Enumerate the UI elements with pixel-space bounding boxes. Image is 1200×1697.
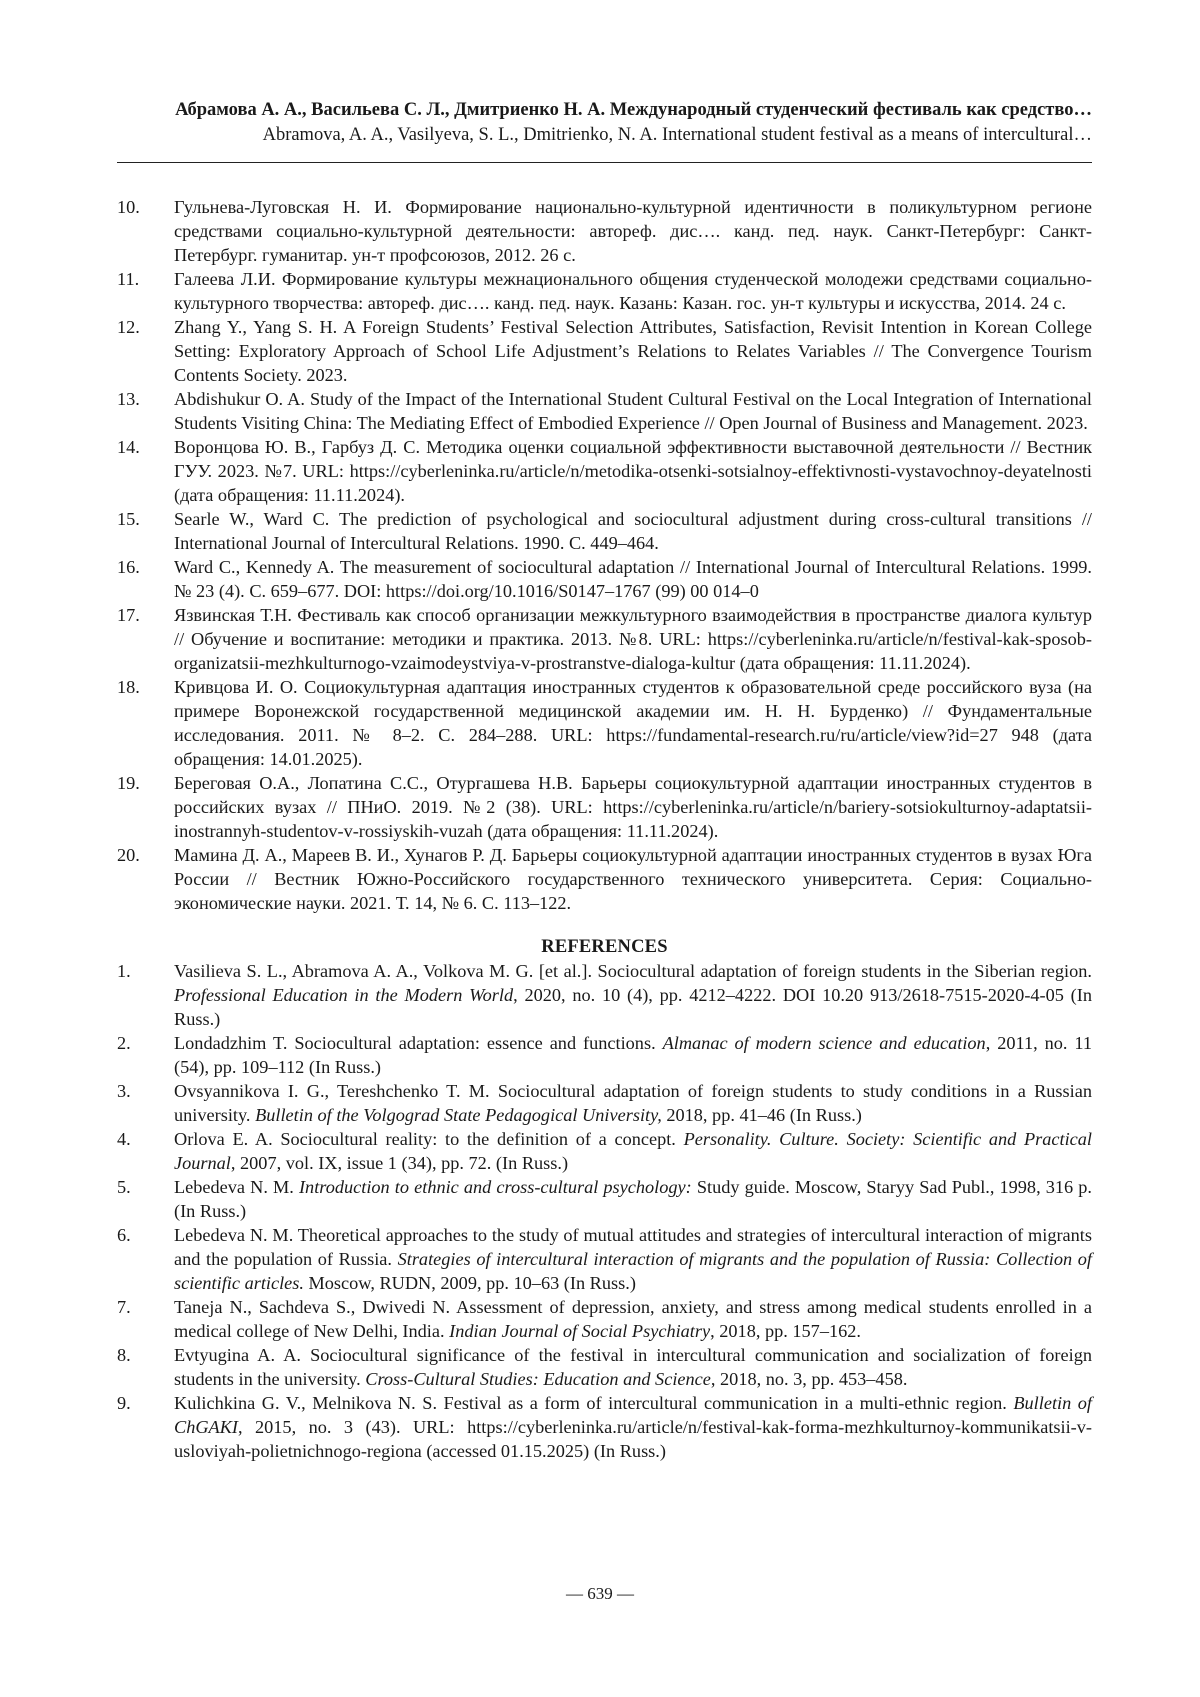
reference-item [117, 1391, 1092, 1463]
reference-item [117, 387, 1092, 435]
reference-details: 2018, pp. 41–46 (In Russ.) [661, 1105, 862, 1125]
reference-number: 2. [117, 1033, 131, 1053]
reference-details: , 2020, no. 10 (4), pp. 4212–4222. DOI 10.20 913/2618-7515-2020-4-05 (In Russ.) [174, 985, 1092, 1029]
reference-details: , 2018, no. 3, pp. 453–458. [710, 1369, 908, 1389]
reference-text [174, 1175, 1092, 1223]
reference-text: Кривцова И. О. Социокультурная адаптация иностранных студентов к образовательной среде российского вуза (на примере Воронежской государственной медицинской академии им. Н. Н. Бурденко) // Фундаментальные исследования. 2011. № 8–2. С. 284–288. URL: https://fundamental-research.ru/ru/article/view?id=27 948 (дата обращения: 14.01.2025). [174, 677, 1092, 769]
reference-item [117, 315, 1092, 387]
reference-source-title: Bulletin of the Volgograd State Pedagogical University, [255, 1105, 662, 1125]
reference-authors-title: Vasilieva S. L., Abramova A. A., Volkova M. G. [et al.]. Sociocultural adaptation of foreign students in the Siberian region. [174, 961, 1092, 981]
reference-item [117, 1343, 1092, 1391]
reference-item [117, 675, 1092, 771]
reference-text [174, 1079, 1092, 1127]
reference-item [117, 1175, 1092, 1223]
reference-source-title: Personality. Culture. Society: Scientific and Practical Journal [174, 1129, 1092, 1173]
reference-item [117, 555, 1092, 603]
reference-number: 7. [117, 1297, 131, 1317]
reference-number: 18. [117, 677, 140, 697]
header-divider [117, 162, 1092, 163]
reference-source-title: Professional Education in the Modern World [174, 985, 514, 1005]
reference-number: 8. [117, 1345, 131, 1365]
reference-item [117, 771, 1092, 843]
page-content [117, 98, 1092, 1463]
reference-number: 20. [117, 845, 140, 865]
reference-item [117, 1079, 1092, 1127]
reference-number: 13. [117, 389, 140, 409]
reference-item [117, 435, 1092, 507]
references-english-list [117, 959, 1092, 1463]
reference-item [117, 267, 1092, 315]
reference-number: 11. [117, 269, 140, 289]
reference-text [174, 959, 1092, 1031]
reference-text [174, 1127, 1092, 1175]
references-russian-list [117, 195, 1092, 915]
reference-number: 3. [117, 1081, 131, 1101]
reference-number: 12. [117, 317, 140, 337]
reference-authors-title: Taneja N., Sachdeva S., Dwivedi N. Assessment of depression, anxiety, and stress among medical students enrolled in a medical college of New Delhi, India. [174, 1297, 1092, 1341]
reference-authors-title: Lebedeva N. M. [174, 1177, 299, 1197]
reference-details: Study guide. Moscow, Staryy Sad Publ., 1998, 316 p. (In Russ.) [174, 1177, 1092, 1221]
reference-source-title: Bulletin of ChGAKI [174, 1393, 1092, 1437]
reference-item [117, 603, 1092, 675]
reference-text [174, 1391, 1092, 1463]
reference-text: Береговая О.А., Лопатина С.С., Отургашева Н.В. Барьеры социокультурной адаптации иностранных студентов в российских вузах // ПНиО. 2019. №2 (38). URL: https://cyberleninka.ru/article/n/bariery-sotsiokulturnoy-adaptatsii-inostrannyh-studentov-v-rossiyskih-vuzah (дата обращения: 11.11.2024). [174, 773, 1092, 841]
reference-text [174, 1031, 1092, 1079]
reference-text: Язвинская Т.Н. Фестиваль как способ организации межкультурного взаимодействия в пространстве диалога культур // Обучение и воспитание: методики и практика. 2013. №8. URL: https://cyberleninka.ru/article/n/festival-kak-sposob-organizatsii-mezhkulturnogo-vzaimodeystviya-v-prostranstve-dialoga-kultur (дата обращения: 11.11.2024). [174, 605, 1092, 673]
reference-number: 10. [117, 197, 140, 217]
reference-number: 17. [117, 605, 140, 625]
reference-text: Галеева Л.И. Формирование культуры межнационального общения студенческой молодежи средствами социально-культурного творчества: автореф. дис…. канд. пед. наук. Казань: Казан. гос. ун-т культуры и искусства, 2014. 24 с. [174, 269, 1092, 313]
reference-number: 4. [117, 1129, 131, 1149]
reference-text: Гульнева-Луговская Н. И. Формирование национально-культурной идентичности в поликультурном регионе средствами социально-культурной деятельности: автореф. дис…. канд. пед. наук. Санкт-Петербург: Санкт-Петербург. гуманитар. ун-т профсоюзов, 2012. 26 с. [174, 197, 1092, 265]
reference-details: , 2015, no. 3 (43). URL: https://cyberleninka.ru/article/n/festival-kak-forma-mezhkulturnoy-kommunikatsii-v-usloviyah-polietnichnogo-regiona (accessed 01.15.2025) (In Russ.) [174, 1417, 1092, 1461]
reference-authors-title: Londadzhim T. Sociocultural adaptation: essence and functions. [174, 1033, 663, 1053]
reference-item [117, 843, 1092, 915]
reference-number: 9. [117, 1393, 131, 1413]
references-section-title: REFERENCES [541, 937, 668, 957]
reference-source-title: Almanac of modern science and education [662, 1033, 986, 1053]
reference-number: 15. [117, 509, 140, 529]
reference-authors-title: Ovsyannikova I. G., Tereshchenko T. M. Sociocultural adaptation of foreign students to study conditions in a Russian university. [174, 1081, 1092, 1125]
reference-text: Abdishukur O. A. Study of the Impact of the International Student Cultural Festival on the Local Integration of International Students Visiting China: The Mediating Effect of Embodied Experience // Open Journal of Business and Management. 2023. [174, 389, 1092, 433]
reference-item [117, 195, 1092, 267]
reference-details: , 2007, vol. IX, issue 1 (34), pp. 72. (In Russ.) [230, 1153, 569, 1173]
reference-text: Searle W., Ward C. The prediction of psychological and sociocultural adjustment during cross-cultural transitions // International Journal of Intercultural Relations. 1990. С. 449–464. [174, 509, 1092, 553]
reference-item [117, 1031, 1092, 1079]
reference-source-title: Strategies of intercultural interaction of migrants and the population of Russia: Collection of scientific articles. [174, 1249, 1092, 1293]
reference-text: Ward C., Kennedy A. The measurement of sociocultural adaptation // International Journal of Intercultural Relations. 1999. № 23 (4). С. 659–677. DOI: https://doi.org/10.1016/S0147–1767 (99) 00 014–0 [174, 557, 1092, 601]
reference-source-title: Indian Journal of Social Psychiatry [449, 1321, 711, 1341]
reference-number: 16. [117, 557, 140, 577]
reference-item [117, 1223, 1092, 1295]
running-head-russian: Абрамова А. А., Васильева С. Л., Дмитриенко Н. А. Международный студенческий фестиваль как средство… [175, 100, 1092, 120]
reference-text [174, 1223, 1092, 1295]
reference-authors-title: Lebedeva N. M. Theoretical approaches to the study of mutual attitudes and strategies of intercultural interaction of migrants and the population of Russia. [174, 1225, 1092, 1269]
reference-item [117, 1295, 1092, 1343]
running-head [117, 98, 1092, 148]
reference-source-title: Introduction to ethnic and cross-cultural psychology: [298, 1177, 692, 1197]
reference-authors-title: Orlova E. A. Sociocultural reality: to the definition of a concept. [174, 1129, 684, 1149]
reference-number: 19. [117, 773, 140, 793]
running-head-english: Abramova, A. A., Vasilyeva, S. L., Dmitrienko, N. A. International student festival as a means of intercultural… [262, 125, 1092, 145]
reference-source-title: Cross-Cultural Studies: Education and Science [365, 1369, 711, 1389]
reference-text [174, 1295, 1092, 1343]
reference-number: 6. [117, 1225, 131, 1245]
reference-text: Мамина Д. А., Мареев В. И., Хунагов Р. Д. Барьеры социокультурной адаптации иностранных студентов в вузах Юга России // Вестник Южно-Российского государственного технического университета. Серия: Социально-экономические науки. 2021. Т. 14, № 6. С. 113–122. [174, 845, 1092, 913]
reference-item [117, 959, 1092, 1031]
reference-number: 14. [117, 437, 140, 457]
reference-text [174, 1343, 1092, 1391]
reference-details: , 2011, no. 11 (54), pp. 109–112 (In Russ.) [174, 1033, 1092, 1077]
reference-authors-title: Kulichkina G. V., Melnikova N. S. Festival as a form of intercultural communication in a multi-ethnic region. [174, 1393, 1014, 1413]
reference-item [117, 1127, 1092, 1175]
reference-number: 5. [117, 1177, 131, 1197]
reference-number: 1. [117, 961, 131, 981]
reference-details: Moscow, RUDN, 2009, pp. 10–63 (In Russ.) [303, 1273, 636, 1293]
reference-details: , 2018, pp. 157–162. [710, 1321, 861, 1341]
reference-item [117, 507, 1092, 555]
page-number: — 639 — [566, 1584, 634, 1603]
reference-authors-title: Evtyugina A. A. Sociocultural significance of the festival in intercultural communication and socialization of foreign students in the university. [174, 1345, 1092, 1389]
reference-text: Zhang Y., Yang S. H. A Foreign Students’ Festival Selection Attributes, Satisfaction, Revisit Intention in Korean College Setting: Exploratory Approach of School Life Adjustment’s Relations to Relates Variables // The Convergence Tourism Contents Society. 2023. [174, 317, 1092, 385]
reference-text: Воронцова Ю. В., Гарбуз Д. С. Методика оценки социальной эффективности выставочной деятельности // Вестник ГУУ. 2023. №7. URL: https://cyberleninka.ru/article/n/metodika-otsenki-sotsialnoy-effektivnosti-vystavochnoy-deyatelnosti (дата обращения: 11.11.2024). [174, 437, 1092, 505]
